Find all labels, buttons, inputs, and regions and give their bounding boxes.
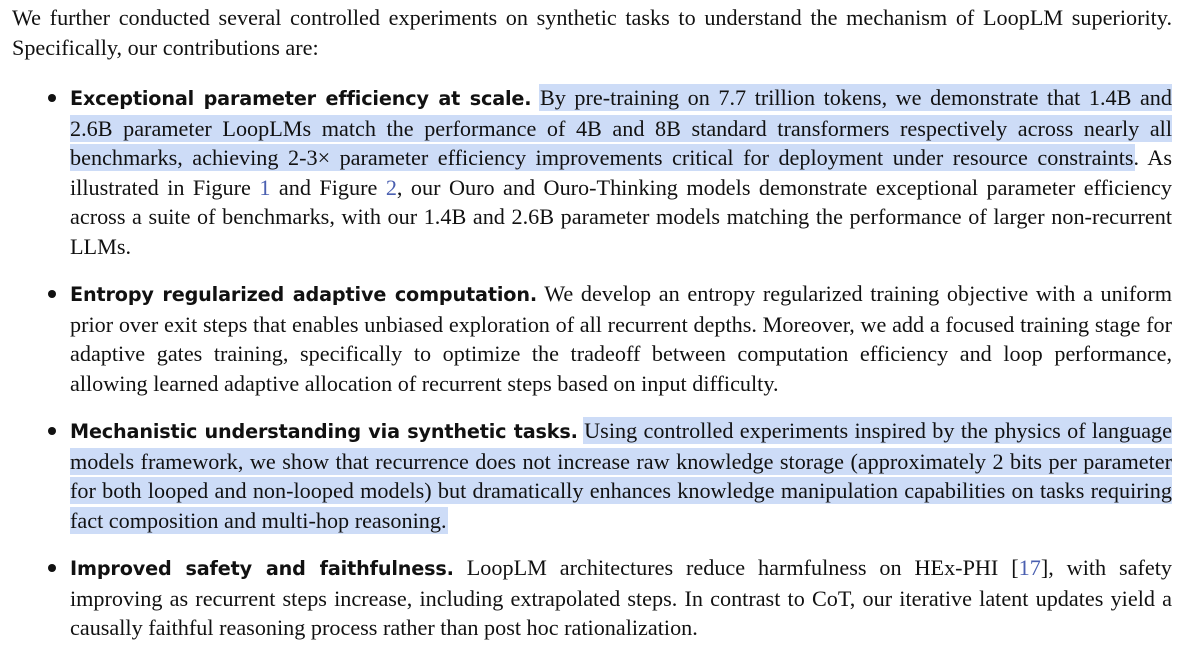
bullet-icon bbox=[48, 94, 56, 102]
contribution-item-parameter-efficiency bbox=[12, 83, 1172, 261]
body-text: and Figure bbox=[270, 174, 386, 200]
bullet-icon bbox=[48, 427, 56, 435]
paper-page bbox=[12, 3, 1172, 661]
body-text: LoopLM architectures reduce harmfulness on HEx-PHI [ bbox=[466, 555, 1019, 580]
bullet-icon bbox=[48, 290, 56, 298]
contribution-title: Improved safety and faithfulness. bbox=[70, 557, 454, 580]
citation-link[interactable]: 17 bbox=[1018, 555, 1041, 580]
bullet-icon bbox=[48, 564, 56, 572]
contribution-item-safety bbox=[12, 553, 1172, 643]
contribution-item-mechanistic-understanding bbox=[12, 416, 1172, 535]
body-text: We develop an entropy regularized training objective with a uniform prior over exit steps that enables unbiased exploration of all recurrent depths. Moreover, we add a focused training stage for adaptive gates training, specifically to optimize the tradeoff between computation efficiency and loop performance, allowing learned adaptive allocation of recurrent steps based on input difficulty. bbox=[70, 281, 1172, 396]
body-text: . As illustrated in Figure bbox=[70, 145, 1172, 200]
contribution-title: Entropy regularized adaptive computation. bbox=[70, 283, 537, 306]
contribution-item-adaptive-computation bbox=[12, 279, 1172, 398]
contributions-list bbox=[12, 83, 1172, 643]
figure-link-2[interactable]: 2 bbox=[385, 174, 397, 200]
contribution-title: Mechanistic understanding via synthetic tasks. bbox=[70, 420, 578, 443]
contribution-title: Exceptional parameter efficiency at scale. bbox=[70, 87, 532, 110]
intro-paragraph: We further conducted several controlled experiments on synthetic tasks to understand the mechanism of LoopLM superiority. Specifically, our contributions are: bbox=[12, 5, 1172, 60]
highlighted-text[interactable]: By pre-training on 7.7 trillion tokens, we demonstrate that 1.4B and 2.6B parameter LoopLMs match the performance of 4B and 8B standard transformers respectively across nearly all benchmarks, achieving 2-3× parameter efficiency improvements critical for deployment under resource constraints bbox=[70, 85, 1172, 170]
body-text: , our Ouro and Ouro-Thinking models demonstrate exceptional parameter efficiency across a suite of benchmarks, with our 1.4B and 2.6B parameter models matching the performance of larger non-recurrent LLMs. bbox=[70, 174, 1172, 259]
highlighted-text[interactable]: Using controlled experiments inspired by the physics of language models framework, we show that recurrence does not increase raw knowledge storage (approximately 2 bits per parameter for both looped and non-looped models) but dramatically enhances knowledge manipulation capabilities on tasks requiring fact composition and multi-hop reasoning. bbox=[70, 418, 1173, 533]
body-text: ], with safety improving as recurrent steps increase, including extrapolated steps. In contrast to CoT, our iterative latent updates yield a causally faithful reasoning process rather than post hoc rationalization. bbox=[70, 555, 1173, 640]
figure-link-1[interactable]: 1 bbox=[259, 174, 271, 200]
